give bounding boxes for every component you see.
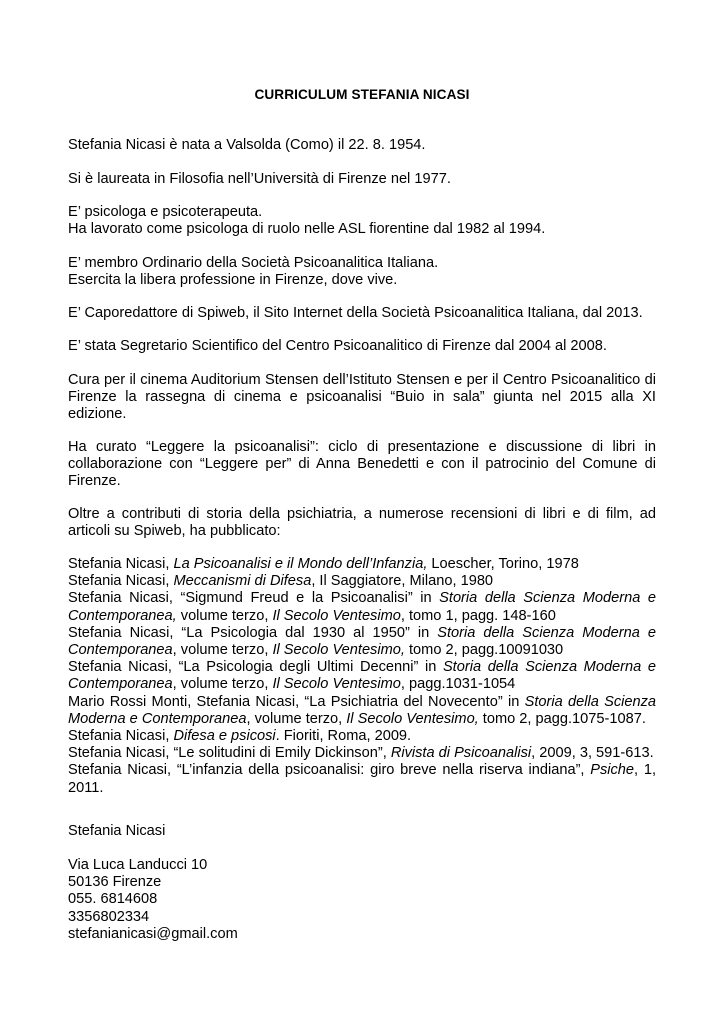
publications-list [68,556,656,797]
contact-block [68,857,656,943]
publication-author: Stefania Nicasi, [68,573,174,590]
publication-volume: Il Secolo Ventesimo, [346,710,479,727]
publication-item [68,590,656,607]
publication-details: , 1, [634,762,657,779]
publication-item [68,728,656,745]
publication-item-continued [68,608,656,625]
publication-details: Loescher, Torino, 1978 [427,556,579,572]
publication-pages: tomo 2, pagg.10091030 [404,642,564,659]
publication-details: . Fioriti, Roma, 2009. [275,728,412,745]
contact-phone: 055. 6814608 [68,891,158,908]
publication-item [68,659,656,676]
publication-item-continued [68,642,656,659]
cinema-line-3: edizione. [68,406,127,423]
publication-work: Contemporanea [68,642,173,659]
publication-author-title: Stefania Nicasi, “La Psicologia degli Ultimi Decenni” in [68,659,443,676]
bio-degree-text: Si è laureata in Filosofia nell’Università di Firenze nel 1977. [68,171,451,187]
publication-pages: , tomo 1, pagg. 148-160 [400,607,556,624]
publication-volume: Il Secolo Ventesimo [272,676,401,693]
contact-email: stefanianicasi@gmail.com [68,925,238,942]
publication-item [68,694,656,711]
publication-author-title: Mario Rossi Monti, Stefania Nicasi, “La Psichiatria del Novecento” in [68,693,525,710]
publication-pages: , pagg.1031-1054 [400,676,516,693]
bio-member-text: E’ membro Ordinario della Società Psicoanalitica Italiana. [68,255,439,271]
publication-details: , Il Saggiatore, Milano, 1980 [311,573,494,590]
publication-item [68,762,656,779]
contact-street: Via Luca Landucci 10 [68,857,208,873]
contact-city: 50136 Firenze [68,874,162,891]
signature [68,823,656,840]
reading-line-3: Firenze. [68,473,121,490]
publication-details: , volume terzo, [172,676,273,693]
bio-spiweb-text: E’ Caporedattore di Spiweb, il Sito Internet della Società Psicoanalitica Italiana, dal 2013. [68,305,643,321]
signature-name: Stefania Nicasi [68,823,166,839]
publication-work: Storia della Scienza [524,693,656,710]
intro-line-1: Oltre a contributi di storia della psichiatria, a numerose recensioni di libri e di film, ad [68,506,656,522]
contact-mobile: 3356802334 [68,908,150,925]
publication-author: Stefania Nicasi, [68,556,174,572]
publication-author-title: Stefania Nicasi, “L’infanzia della psicoanalisi: giro breve nella riserva indiana”, [68,762,591,779]
publication-pages: tomo 2, pagg.1075-1087. [478,710,646,727]
publication-journal: Rivista di Psicoanalisi [390,745,532,762]
publication-journal: Psiche [590,762,635,779]
publication-details: , volume terzo, [172,642,273,659]
cinema-line-2: Firenze la rassegna di cinema e psicoanalisi “Buio in sala” giunta nel 2015 alla XI [68,389,656,406]
publication-item-continued [68,676,656,693]
intro-line-2: articoli su Spiweb, ha pubblicato: [68,523,281,540]
bio-asl-text: Ha lavorato come psicologa di ruolo nelle ASL fiorentine dal 1982 al 1994. [68,221,546,238]
bio-practice-text: Esercita la libera professione in Firenze, dove vive. [68,272,398,289]
publication-work: Contemporanea [68,676,173,693]
reading-paragraph [68,439,656,491]
bio-psychologist-text: E’ psicologa e psicoterapeuta. [68,204,263,220]
publication-title: Meccanismi di Difesa [173,573,312,590]
publication-volume: Il Secolo Ventesimo, [272,642,405,659]
publication-details: , volume terzo, [246,710,347,727]
publication-details: , 2009, 3, 591-613. [531,745,654,762]
bio-secretary [68,338,656,355]
publication-work: Contemporanea, [68,607,177,624]
publication-item-continued [68,711,656,728]
bio-birth-text: Stefania Nicasi è nata a Valsolda (Como) il 22. 8. 1954. [68,137,426,153]
bio-degree [68,171,656,188]
cinema-paragraph [68,372,656,424]
bio-membership [68,255,656,289]
bio-birth [68,137,656,154]
cinema-line-1: Cura per il cinema Auditorium Stensen dell’Istituto Stensen e per il Centro Psicoanalitico di [68,372,656,388]
publication-title: Difesa e psicosi [173,728,276,745]
publication-author-title: Stefania Nicasi, “La Psicologia dal 1930 al 1950” in [68,624,438,641]
bio-spiweb [68,305,656,322]
publication-author-title: Stefania Nicasi, “Sigmund Freud e la Psicoanalisi” in [68,590,440,607]
publication-volume: Il Secolo Ventesimo [272,607,401,624]
publication-title: La Psicoanalisi e il Mondo dell’Infanzia, [173,556,428,572]
reading-line-1: Ha curato “Leggere la psicoanalisi”: ciclo di presentazione e discussione di libri in [68,439,656,455]
publication-author-title: Stefania Nicasi, “Le solitudini di Emily Dickinson”, [68,745,391,762]
publication-item [68,556,656,573]
publications-intro [68,506,656,540]
publication-work: Storia della Scienza Moderna e [437,624,656,641]
publication-item-continued: 2011. [68,779,104,796]
publication-work: Storia della Scienza Moderna e [442,659,657,676]
publication-item [68,745,656,762]
bio-profession [68,204,656,238]
publication-details: volume terzo, [176,607,273,624]
page-title: CURRICULUM STEFANIA NICASI [254,87,470,102]
publication-work: Storia della Scienza Moderna e [439,590,656,607]
publication-author: Stefania Nicasi, [68,728,174,745]
publication-item [68,573,656,590]
publication-item [68,625,656,642]
bio-secretary-text: E’ stata Segretario Scientifico del Centro Psicoanalitico di Firenze dal 2004 al 2008. [68,338,607,354]
publication-work: Moderna e Contemporanea [68,710,247,727]
reading-line-2: collaborazione con “Leggere per” di Anna Benedetti e con il patrocinio del Comune di [68,456,656,473]
